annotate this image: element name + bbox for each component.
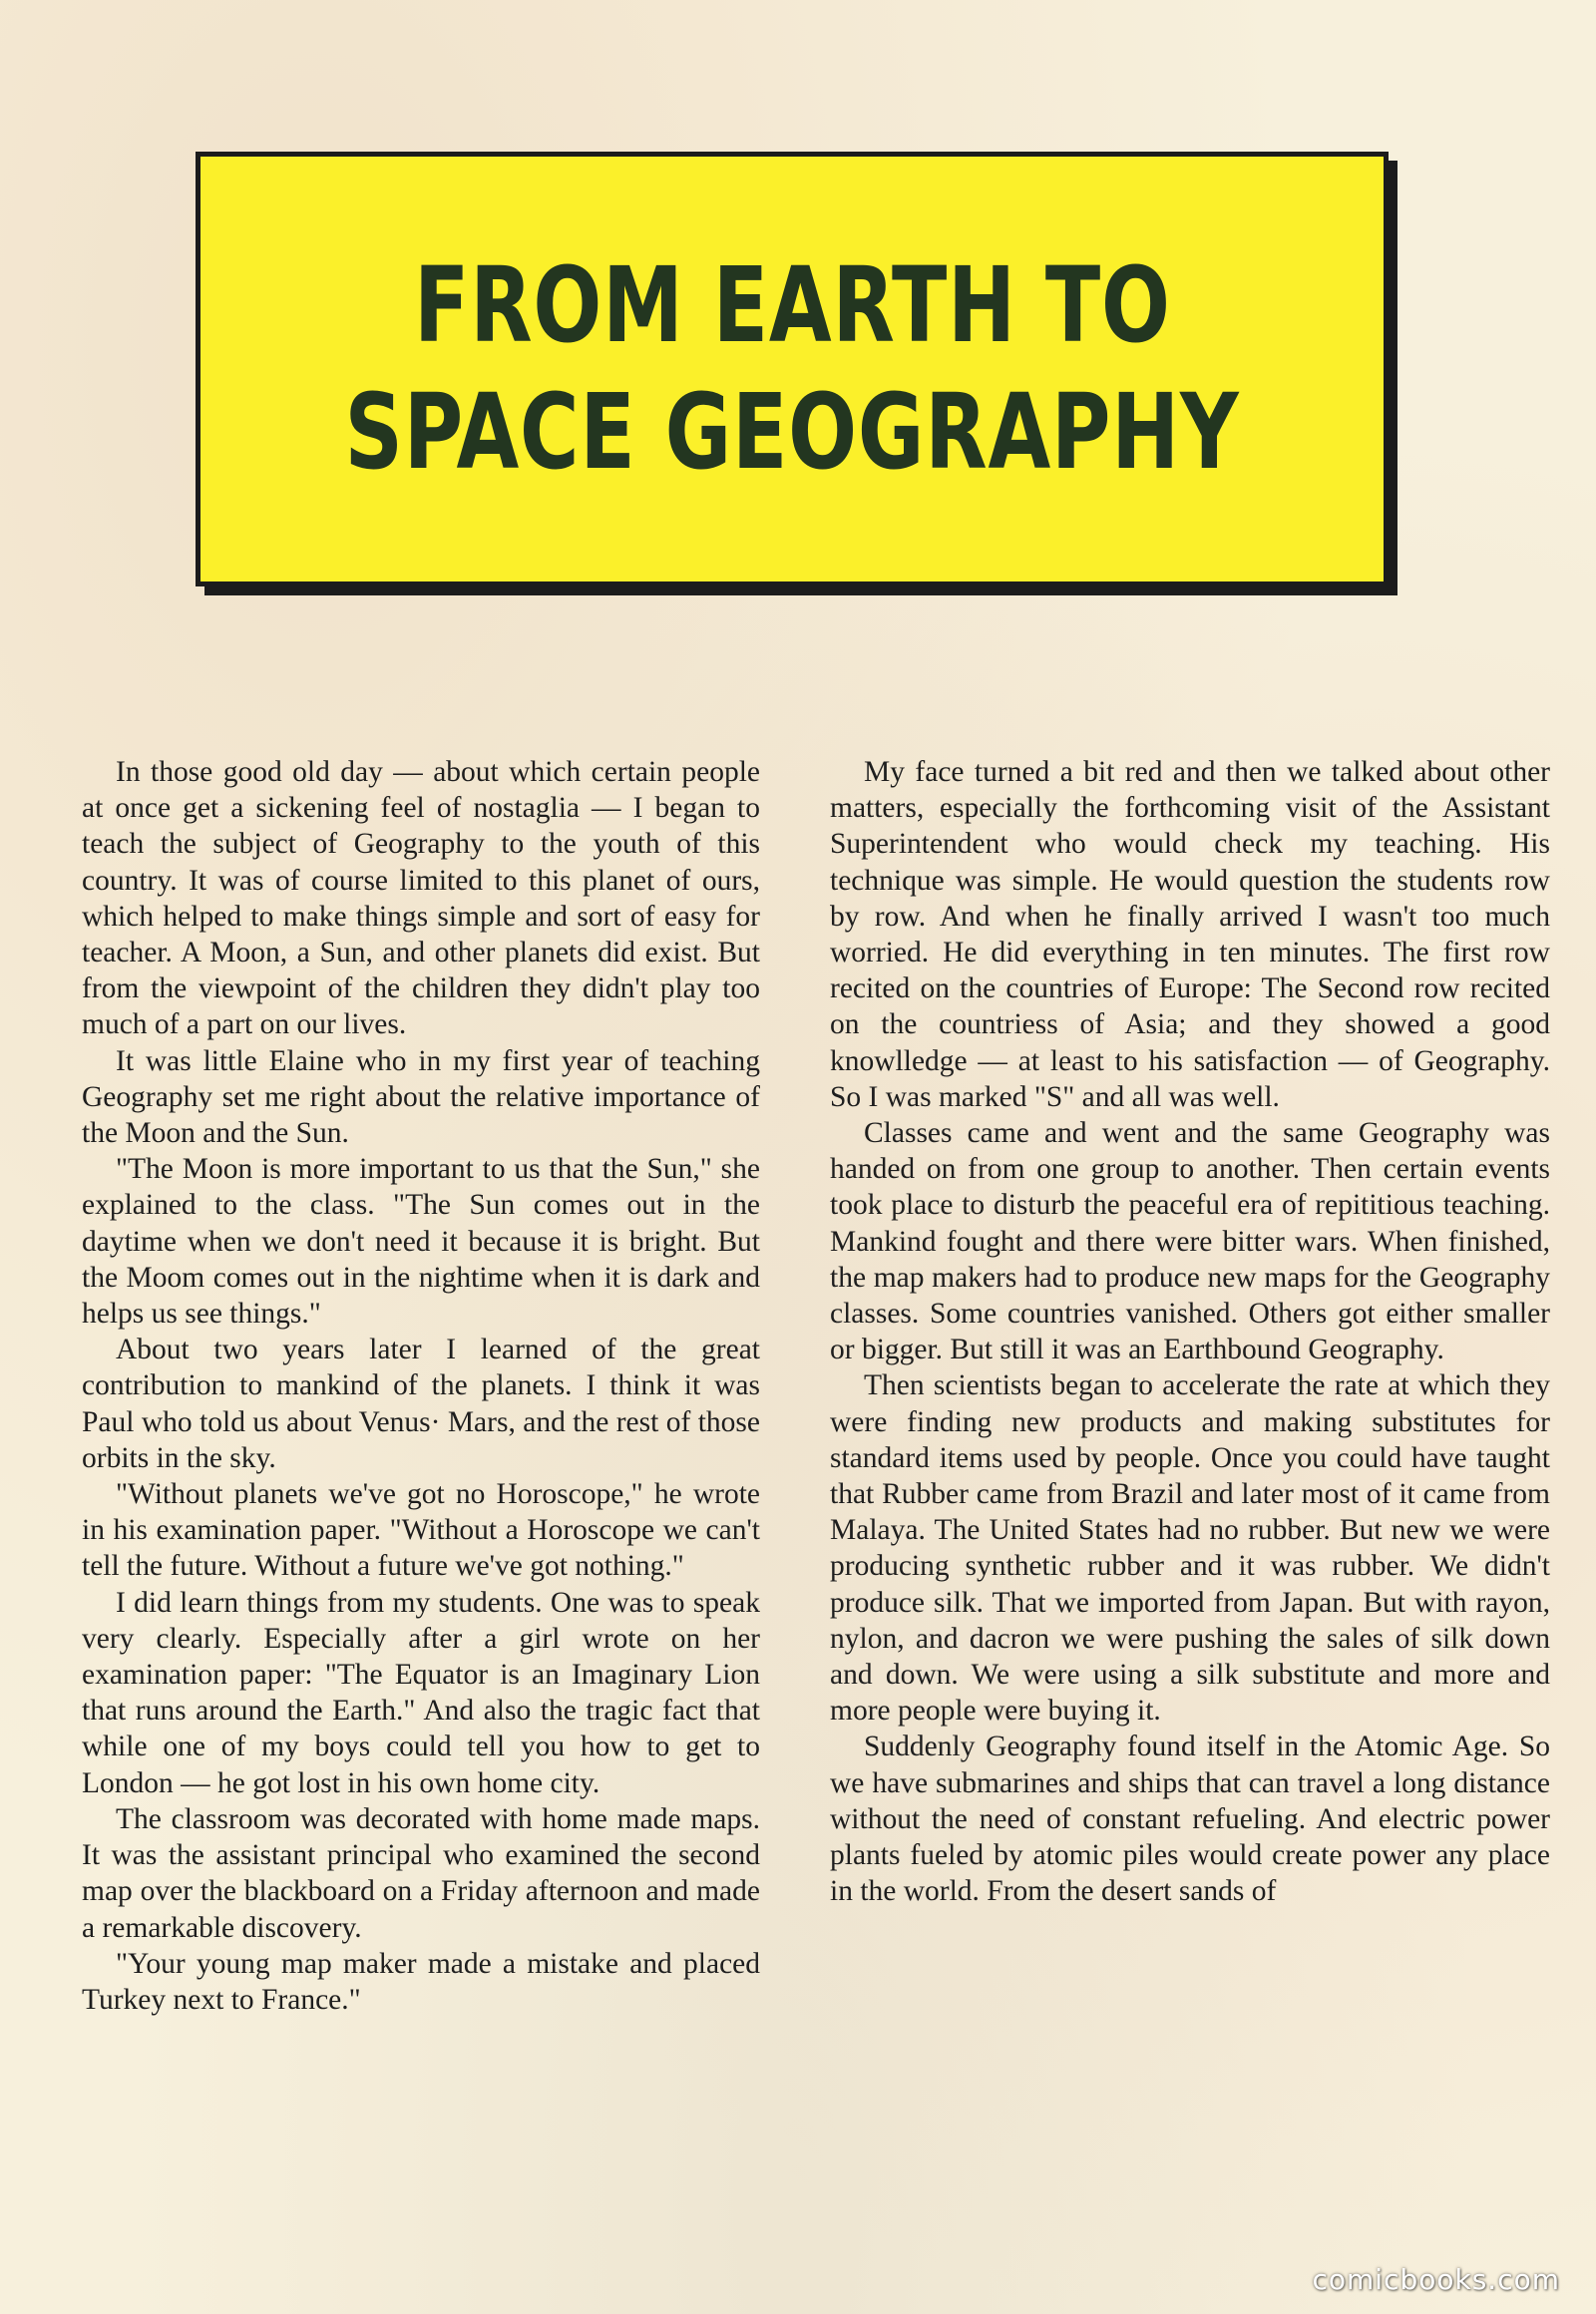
article-column-right [830,754,1550,1910]
paragraph: "Without planets we've got no Horoscope," he wrote in his examination paper. "Without a Horoscope we can't tell the future. Without a future we've got nothing." [82,1478,760,1583]
paragraph: "The Moon is more important to us that the Sun," she explained to the class. "The Sun comes out in the daytime when we don't need it because it is bright. But the Moom comes out in the nightime when it is dark and helps us see things." [82,1153,760,1331]
site-watermark: comicbooks.com [1312,2263,1560,2296]
paragraph: The classroom was decorated with home made maps. It was the assistant principal who examined the second map over the blackboard on a Friday afternoon and made a remarkable discovery. [82,1802,760,1944]
paragraph: My face turned a bit red and then we talked about other matters, especially the forthcoming visit of the Assistant Superintendent who would check my teaching. His technique was simple. He would question the students row by row. And when he finally arrived I wasn't too much worried. He did everything in ten minutes. The first row recited on the countries of Europe: The Second row recited on the countriess of Asia; and they showed a good knowlledge — at least to his satisfaction — of Geography. So I was marked "S" and all was well. [830,756,1550,1113]
paragraph: Classes came and went and the same Geography was handed on from one group to another. Then certain events took place to disturb the peaceful era of repititious teaching. Mankind fought and there were bitter wars. When finished, the map makers had to produce new maps for the Geography classes. Some countries vanished. Others got either smaller or bigger. But still it was an Earthbound Geography. [830,1117,1550,1366]
title-banner [196,152,1389,586]
paragraph: Then scientists began to accelerate the rate at which they were finding new products and making substitutes for standard items used by people. Once you could have taught that Rubber came from Brazil and later most of it came from Malaya. The United States had no rubber. But new we were producing synthetic rubber and it was rubber. We didn't produce silk. That we imported from Japan. But with rayon, nylon, and dacron we were pushing the sales of silk down and down. We were using a silk substitute and more and more people were buying it. [830,1369,1550,1728]
paragraph: "Your young map maker made a mistake and placed Turkey next to France." [82,1947,760,2016]
paragraph: Suddenly Geography found itself in the Atomic Age. So we have submarines and ships that can travel a long distance without the need of constant refueling. And electric power plants fueled by atomic piles would create power any place in the world. From the desert sands of [830,1731,1550,1908]
paragraph: In those good old day — about which certain people at once get a sickening feel of nostaglia — I began to teach the subject of Geography to the youth of this country. It was of course limited to this planet of ours, which helped to make things simple and sort of easy for teacher. A Moon, a Sun, and other planets did exist. But from the viewpoint of the children they didn't play too much of a part on our lives. [82,756,760,1041]
paragraph: About two years later I learned of the great contribution to mankind of the planets. I think it was Paul who told us about Venus· Mars, and the rest of those orbits in the sky. [82,1334,760,1474]
paragraph: It was little Elaine who in my first year of teaching Geography set me right about the relative importance of the Moon and the Sun. [82,1044,760,1150]
paragraph: I did learn things from my students. One was to speak very clearly. Especially after a girl wrote on her examination paper: "The Equator is an Imaginary Lion that runs around the Earth." And also the tragic fact that while one of my boys could tell you how to get to London — he got lost in his own home city. [82,1586,760,1799]
title-line-1: FROM EARTH TO [413,244,1171,367]
title-line-2: SPACE GEOGRAPHY [344,371,1240,493]
article-column-left [82,754,760,2018]
